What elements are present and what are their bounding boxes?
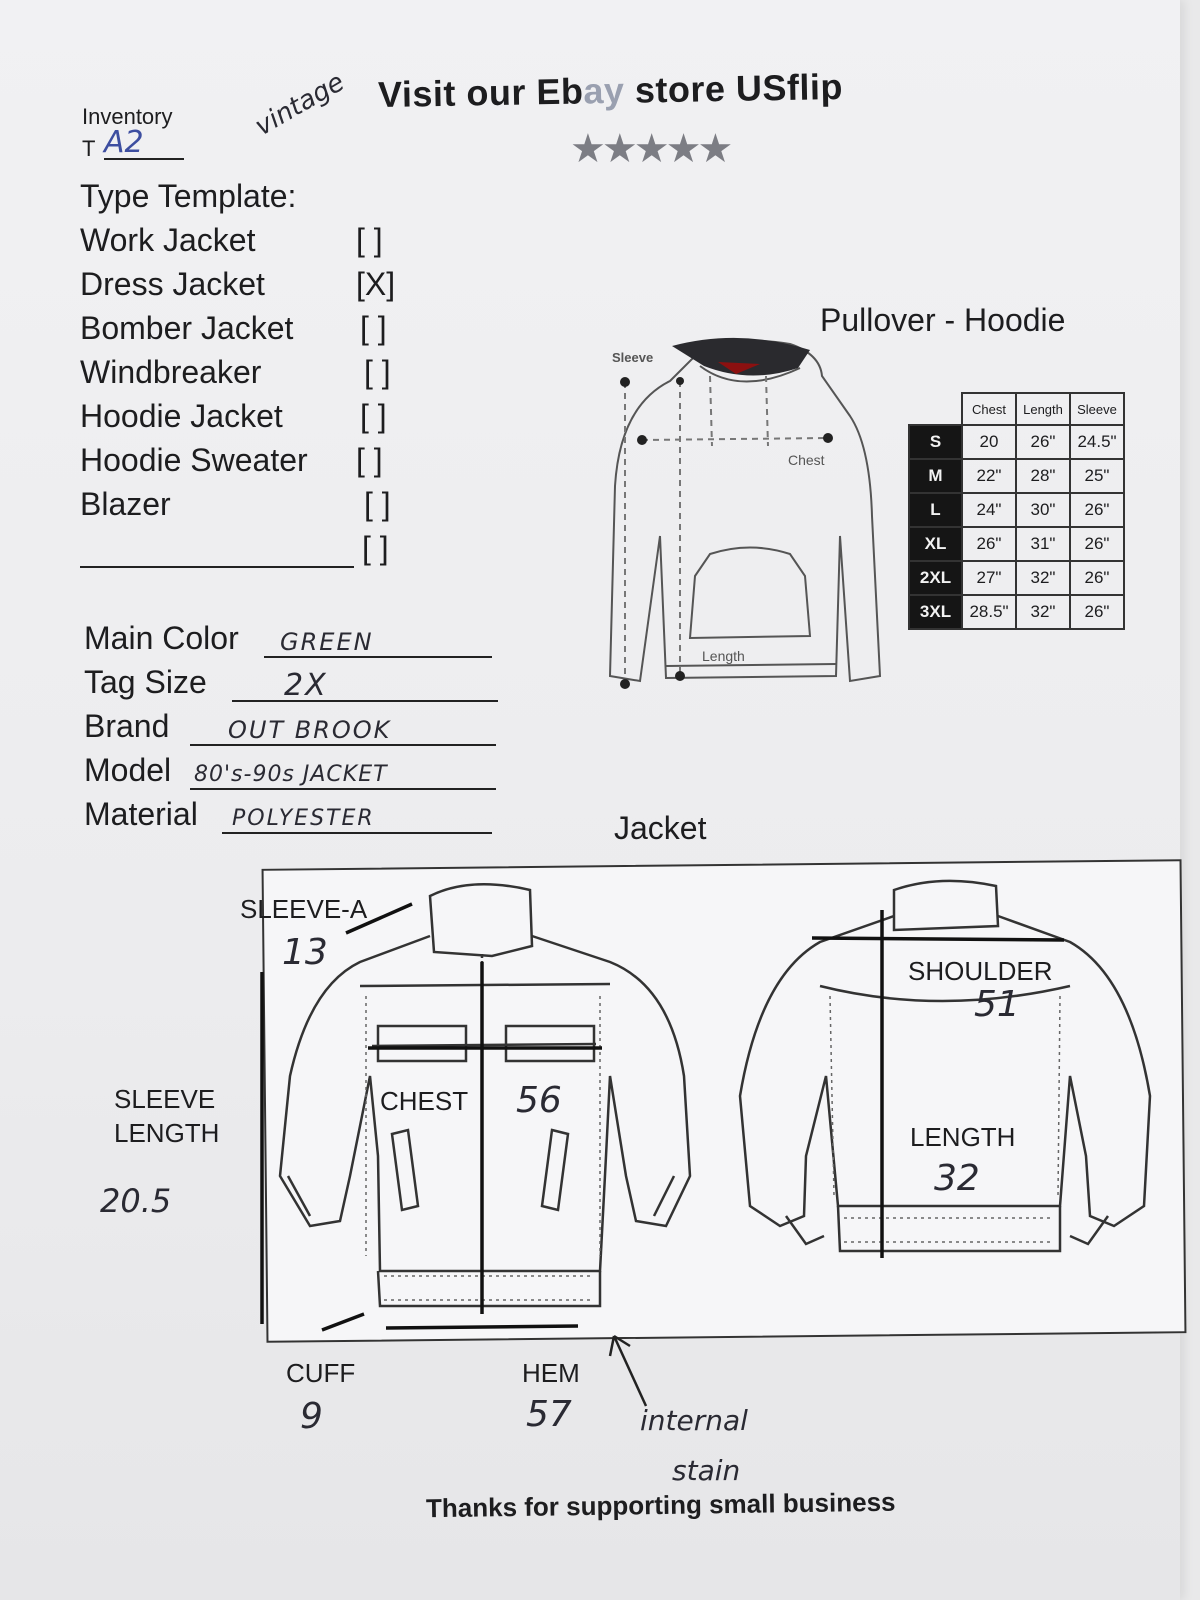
sleeve-cell: 25" (1070, 459, 1124, 493)
col-length: Length (1016, 393, 1070, 425)
chest-label: CHEST (380, 1086, 469, 1116)
stain-pointer-arrow-icon (606, 1330, 656, 1410)
inventory-label: Inventory (82, 104, 173, 129)
type-hoodie-jacket-checkbox[interactable]: [ ] (360, 398, 387, 434)
sleeve-a-label: SLEEVE-A (240, 894, 368, 924)
type-work-jacket-checkbox[interactable]: [ ] (356, 222, 383, 258)
chest-cell: 22" (962, 459, 1016, 493)
table-row (909, 527, 1124, 561)
brand-line (190, 744, 496, 746)
type-dress-jacket-label: Dress Jacket (80, 266, 265, 302)
table-row (909, 425, 1124, 459)
chest-cell: 24" (962, 493, 1016, 527)
table-row (909, 595, 1124, 629)
tag-size-line (232, 700, 498, 702)
main-color-value[interactable]: GREEN (280, 628, 374, 656)
tag-size-value[interactable]: 2X (284, 668, 328, 703)
brand-value[interactable]: OUT BROOK (228, 716, 392, 744)
size-cell: M (909, 459, 962, 493)
type-other-blank-line[interactable] (80, 566, 354, 568)
length-cell: 32" (1016, 595, 1070, 629)
chest-cell: 20 (962, 425, 1016, 459)
type-other-checkbox[interactable]: [ ] (362, 530, 389, 566)
type-hoodie-sweater-label: Hoodie Sweater (80, 442, 308, 478)
col-chest: Chest (962, 393, 1016, 425)
shoulder-value: 51 (974, 984, 1020, 1025)
length-cell: 26" (1016, 425, 1070, 459)
length-cell: 30" (1016, 493, 1070, 527)
hoodie-length-dot-top (676, 377, 684, 385)
chest-cell: 26" (962, 527, 1016, 561)
hoodie-sleeve-dot-bottom (620, 679, 630, 689)
sleeve-cell: 26" (1070, 561, 1124, 595)
size-table-header (909, 393, 1124, 425)
inventory-value: A2 (104, 128, 184, 160)
type-windbreaker-label: Windbreaker (80, 354, 262, 390)
cuff-value: 9 (300, 1396, 323, 1437)
chest-cell: 28.5" (962, 595, 1016, 629)
chest-value: 56 (516, 1080, 562, 1121)
hoodie-sleeve-label: Sleeve (612, 350, 654, 365)
hoodie-chest-dot-left (637, 435, 647, 445)
hoodie-length-label: Length (702, 648, 745, 664)
type-template-title: Type Template: (80, 178, 297, 214)
sleeve-a-value: 13 (282, 932, 328, 973)
main-color-line (264, 656, 492, 658)
jacket-front-drawing (270, 876, 710, 1336)
col-sleeve: Sleeve (1070, 393, 1124, 425)
length-value: 32 (934, 1158, 980, 1199)
type-work-jacket-label: Work Jacket (80, 222, 256, 258)
shoulder-label: SHOULDER (908, 956, 1053, 986)
sleeve-cell: 26" (1070, 493, 1124, 527)
jacket-back-drawing (730, 876, 1170, 1326)
hem-value: 57 (526, 1394, 572, 1435)
size-cell: XL (909, 527, 962, 561)
sleeve-length-value: 20.5 (100, 1182, 172, 1220)
hoodie-chest-dot-right (823, 433, 833, 443)
sleeve-length-label-line1: SLEEVE (114, 1084, 216, 1114)
hoodie-title: Pullover - Hoodie (820, 302, 1066, 338)
shoulder-measure-line (812, 938, 1064, 940)
chest-cell: 27" (962, 561, 1016, 595)
store-header: Visit our Ebay store USflip (377, 65, 844, 116)
footer-thanks: Thanks for supporting small business (425, 1486, 896, 1524)
sleeve-length-label-line2: LENGTH (114, 1118, 220, 1148)
size-cell: 3XL (909, 595, 962, 629)
size-cell: S (909, 425, 962, 459)
type-blazer-label: Blazer (80, 486, 171, 522)
hoodie-sleeve-dot (620, 377, 630, 387)
main-color-label: Main Color (84, 620, 239, 656)
type-hoodie-sweater-checkbox[interactable]: [ ] (356, 442, 383, 478)
rating-stars-icon: ★★★★★ (570, 127, 730, 171)
vintage-note: vintage (250, 67, 350, 142)
brand-label: Brand (84, 708, 170, 744)
table-row (909, 459, 1124, 493)
table-row (909, 493, 1124, 527)
type-bomber-jacket-label: Bomber Jacket (80, 310, 294, 346)
material-value[interactable]: POLYESTER (232, 806, 375, 831)
sleeve-length-measure-line (258, 972, 266, 1326)
size-cell: 2XL (909, 561, 962, 595)
cuff-label: CUFF (286, 1358, 356, 1388)
model-value[interactable]: 80's-90s JACKET (194, 762, 388, 787)
stain-note-line2: stain (672, 1454, 741, 1487)
type-bomber-jacket-checkbox[interactable]: [ ] (360, 310, 387, 346)
jacket-title: Jacket (614, 810, 707, 846)
hoodie-size-table (908, 392, 1125, 630)
length-cell: 31" (1016, 527, 1070, 561)
type-windbreaker-checkbox[interactable]: [ ] (364, 354, 391, 390)
sleeve-cell: 26" (1070, 595, 1124, 629)
hem-label: HEM (522, 1358, 580, 1388)
hem-measure-line (386, 1326, 578, 1328)
model-line (190, 788, 496, 790)
material-label: Material (84, 796, 198, 832)
hoodie-chest-label: Chest (788, 452, 825, 468)
size-cell: L (909, 493, 962, 527)
type-dress-jacket-checkbox[interactable]: [X] (356, 266, 396, 302)
length-cell: 28" (1016, 459, 1070, 493)
stain-note-line1: internal (640, 1404, 748, 1437)
sleeve-cell: 24.5" (1070, 425, 1124, 459)
inventory-t-label: T (82, 136, 96, 161)
length-label: LENGTH (910, 1122, 1016, 1152)
type-hoodie-jacket-label: Hoodie Jacket (80, 398, 283, 434)
table-row (909, 561, 1124, 595)
hoodie-length-dot-bottom (675, 671, 685, 681)
material-line (222, 832, 492, 834)
tag-size-label: Tag Size (84, 664, 207, 700)
model-label: Model (84, 752, 172, 788)
length-cell: 32" (1016, 561, 1070, 595)
sleeve-cell: 26" (1070, 527, 1124, 561)
hoodie-diagram (600, 336, 890, 706)
type-blazer-checkbox[interactable]: [ ] (364, 486, 391, 522)
cuff-measure-line (322, 1314, 364, 1330)
